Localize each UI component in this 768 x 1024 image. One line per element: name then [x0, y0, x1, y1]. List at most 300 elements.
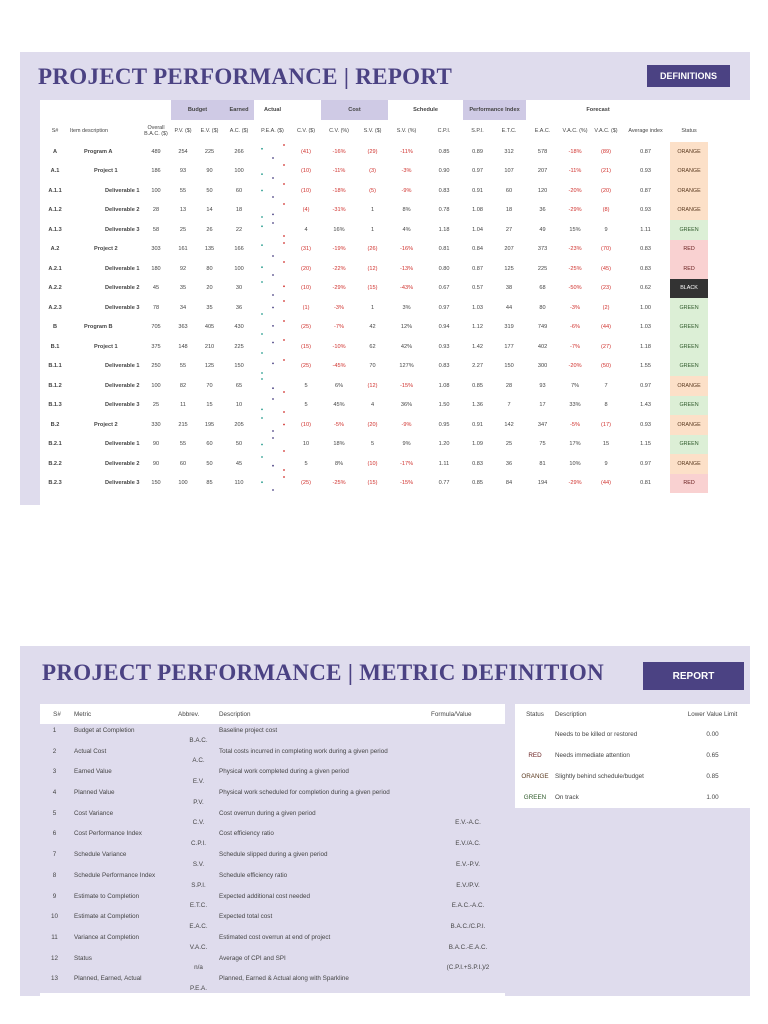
metric-description: Planned, Earned & Actual along with Sparkline — [219, 972, 431, 993]
table-row — [40, 162, 730, 182]
cell-ac: 36 — [235, 304, 243, 311]
spark-point-actual — [283, 476, 285, 478]
group-forecast: Forecast — [586, 107, 610, 113]
spark-point-earned — [272, 437, 274, 439]
cell-bac: 375 — [151, 343, 161, 350]
metric-name: Status — [74, 952, 178, 973]
table-row — [40, 396, 730, 416]
row-description: Deliverable 1 — [105, 363, 140, 370]
cell-vacp: -29% — [568, 480, 582, 487]
report-panel — [20, 52, 750, 505]
status-badge: GREEN — [670, 337, 708, 357]
status-badge: GREEN — [670, 220, 708, 240]
cell-cvp: -18% — [332, 187, 346, 194]
metric-sno: 3 — [40, 765, 74, 786]
cell-ev: 85 — [206, 480, 213, 487]
cell-eac: 49 — [539, 226, 546, 233]
metric-sno: 8 — [40, 869, 74, 890]
cell-etc: 18 — [505, 207, 513, 214]
row-description: Deliverable 2 — [105, 207, 140, 214]
cell-vacp: 17% — [569, 441, 581, 448]
cell-cpi: 1.50 — [438, 402, 450, 409]
column-header: S.V. (%) — [396, 128, 417, 134]
status-badge: GREEN — [515, 787, 555, 808]
report-button[interactable]: REPORT — [643, 662, 744, 690]
cell-vacp: -25% — [568, 265, 582, 272]
row-sno: B.2.3 — [48, 480, 62, 487]
row-sno: A.2 — [50, 246, 60, 253]
cell-bac: 25 — [152, 402, 160, 409]
cell-eac: 373 — [537, 246, 548, 253]
row-sno: B.1.2 — [48, 382, 62, 389]
group-actual: Actual — [263, 107, 282, 113]
column-header: Status — [681, 128, 697, 134]
column-header: E.V. ($) — [200, 128, 219, 134]
table-row — [40, 318, 730, 338]
metric-description: Expected total cost — [219, 910, 431, 931]
spark-point-planned — [261, 226, 263, 228]
cell-vac: 8 — [604, 402, 608, 409]
column-header: A.C. ($) — [229, 128, 249, 134]
group-cost: Cost — [321, 100, 388, 120]
status-badge: GREEN — [670, 357, 708, 377]
pea-sparkline — [254, 279, 291, 299]
spark-point-planned — [261, 313, 263, 315]
cell-sv: (20) — [367, 421, 378, 428]
cell-sv: (3) — [369, 168, 376, 175]
cell-vacp: -11% — [568, 168, 582, 175]
cell-cpi: 0.83 — [438, 187, 450, 194]
list-item — [40, 931, 505, 952]
cell-cvp: -31% — [332, 207, 346, 214]
cell-cv: (25) — [301, 363, 311, 370]
metric-sno: 6 — [40, 827, 74, 848]
cell-svp: 8% — [402, 207, 411, 214]
cell-bac: 180 — [151, 265, 161, 272]
cell-cpi: 0.67 — [438, 285, 450, 292]
cell-spi: 0.91 — [472, 187, 483, 194]
spark-point-actual — [283, 285, 285, 287]
cell-ev: 90 — [206, 168, 213, 175]
cell-bac: 100 — [151, 187, 161, 194]
cell-eac: 80 — [539, 304, 546, 311]
cell-bac: 489 — [151, 148, 161, 155]
status-badge: ORANGE — [670, 201, 708, 221]
cell-sv: 62 — [369, 343, 376, 350]
cell-vacp: -18% — [568, 148, 582, 155]
table-row — [40, 240, 730, 260]
cell-svp: -15% — [399, 480, 414, 487]
report-sheet — [40, 100, 750, 505]
column-header: V.A.C. (%) — [562, 128, 588, 134]
cell-cpi: 0.95 — [438, 421, 450, 428]
cell-bac: 705 — [151, 324, 161, 331]
row-sno: A.1.1 — [48, 187, 62, 194]
row-sno: A.1 — [50, 168, 60, 175]
metric-name: Earned Value — [74, 765, 178, 786]
cell-vac: (8) — [602, 207, 610, 214]
cell-etc: 44 — [505, 304, 513, 311]
metric-description: Schedule efficiency ratio — [219, 869, 431, 890]
metric-formula: E.A.C.-A.C. — [431, 890, 505, 911]
status-badge: ORANGE — [670, 181, 708, 201]
cell-avg: 1.11 — [640, 226, 651, 233]
cell-vacp: -50% — [568, 285, 582, 292]
cell-avg: 0.87 — [640, 187, 651, 194]
cell-cvp: 6% — [334, 382, 344, 389]
cell-cpi: 1.20 — [438, 441, 450, 448]
row-description: Project 1 — [94, 343, 118, 350]
pea-sparkline-chart — [256, 202, 290, 219]
cell-vac: (21) — [601, 168, 611, 175]
status-badge: ORANGE — [670, 376, 708, 396]
spark-point-earned — [272, 255, 274, 257]
cell-etc: 27 — [505, 226, 513, 233]
cell-pv: 55 — [179, 441, 187, 448]
group-header-row — [40, 100, 730, 120]
pea-sparkline-chart — [256, 397, 290, 414]
metric-abbrev: E.A.C. — [178, 910, 219, 931]
metric-definitions — [40, 704, 505, 996]
row-description: Project 1 — [94, 168, 118, 175]
cell-pv: 254 — [178, 148, 188, 155]
row-sno: B.2.1 — [48, 441, 62, 448]
cell-avg: 1.15 — [640, 441, 651, 448]
cell-pv: 35 — [179, 285, 187, 292]
cell-ac: 100 — [234, 265, 244, 272]
pea-sparkline-chart — [256, 241, 290, 258]
status-badge: RED — [515, 745, 555, 766]
cell-eac: 347 — [537, 421, 548, 428]
cell-ev: 14 — [206, 207, 213, 214]
cell-avg: 0.93 — [640, 207, 651, 214]
metric-name: Planned Value — [74, 786, 178, 807]
cell-ac: 430 — [234, 324, 244, 331]
pea-sparkline-chart — [256, 436, 290, 453]
cell-ev: 50 — [206, 187, 213, 194]
cell-cvp: 18% — [333, 441, 345, 448]
cell-svp: -11% — [400, 148, 413, 155]
spark-point-planned — [261, 443, 263, 445]
spark-point-actual — [283, 424, 285, 426]
metric-sno: 4 — [40, 786, 74, 807]
cell-bac: 150 — [151, 480, 161, 487]
cell-cv: (25) — [301, 324, 311, 331]
metric-sno: 7 — [40, 848, 74, 869]
spark-point-earned — [272, 465, 274, 467]
cell-ac: 150 — [234, 363, 244, 370]
status-lower-limit: 0.85 — [675, 766, 750, 787]
cell-eac: 749 — [537, 324, 548, 331]
cell-avg: 0.93 — [640, 421, 651, 428]
table-row — [40, 220, 730, 240]
cell-svp: 9% — [402, 441, 411, 448]
cell-ac: 30 — [235, 285, 243, 292]
cell-pv: 55 — [179, 187, 187, 194]
list-item — [40, 786, 505, 807]
metric-table — [40, 704, 505, 993]
cell-ev: 225 — [204, 148, 215, 155]
definitions-button[interactable]: DEFINITIONS — [647, 65, 730, 87]
metric-sno: 11 — [40, 931, 74, 952]
cell-sv: 1 — [370, 207, 375, 214]
row-description: Program B — [84, 324, 113, 331]
cell-vacp: 7% — [570, 382, 580, 389]
spark-point-planned — [261, 372, 263, 374]
pea-sparkline-chart — [256, 358, 290, 375]
spark-point-planned — [261, 148, 263, 150]
spark-point-actual — [283, 469, 285, 471]
pea-sparkline-chart — [256, 338, 290, 355]
cell-pv: 148 — [178, 343, 188, 350]
cell-cpi: 0.85 — [438, 148, 450, 155]
status-table — [515, 704, 750, 808]
cell-ev: 20 — [206, 285, 213, 292]
spark-point-earned — [272, 489, 274, 491]
metric-abbrev: P.E.A. — [178, 972, 219, 993]
cell-vac: (44) — [601, 324, 611, 331]
cell-bac: 250 — [151, 363, 161, 370]
metric-formula — [431, 765, 505, 786]
cell-sv: 4 — [370, 402, 375, 409]
cell-ac: 65 — [235, 382, 243, 389]
cell-vacp: -6% — [570, 324, 580, 331]
cell-ev: 405 — [204, 324, 215, 331]
cell-cpi: 0.97 — [438, 304, 450, 311]
metric-formula — [431, 745, 505, 766]
status-body — [515, 724, 750, 808]
spark-point-planned — [261, 244, 263, 246]
pea-sparkline — [254, 318, 291, 338]
metric-abbrev: V.A.C. — [178, 931, 219, 952]
cell-spi: 0.97 — [472, 168, 483, 175]
pea-sparkline — [254, 142, 291, 162]
spark-point-actual — [283, 203, 285, 205]
row-sno: B.1.1 — [48, 363, 62, 370]
cell-cv: (25) — [301, 480, 311, 487]
list-item — [40, 765, 505, 786]
cell-cv: (41) — [301, 148, 311, 155]
cell-sv: (26) — [367, 246, 378, 253]
row-description: Deliverable 3 — [105, 402, 140, 409]
row-sno: B.2.2 — [48, 460, 62, 467]
cell-vac: (50) — [601, 363, 611, 370]
table-row — [40, 279, 730, 299]
pea-sparkline-chart — [256, 377, 290, 394]
cell-cv: 5 — [304, 460, 308, 467]
spark-point-planned — [261, 173, 263, 175]
cell-vacp: -20% — [568, 363, 582, 370]
cell-bac: 78 — [152, 304, 160, 311]
cell-avg: 0.62 — [640, 285, 651, 292]
status-badge: RED — [670, 474, 708, 494]
pea-sparkline — [254, 259, 291, 279]
list-item — [40, 724, 505, 745]
cell-avg: 0.97 — [640, 382, 651, 389]
metric-description: Physical work scheduled for completion during a given period — [219, 786, 431, 807]
cell-ac: 225 — [234, 343, 244, 350]
list-item — [40, 827, 505, 848]
cell-pv: 100 — [178, 480, 188, 487]
pea-sparkline — [254, 396, 291, 416]
cell-bac: 45 — [152, 285, 160, 292]
spark-point-actual — [283, 164, 285, 166]
pea-sparkline-chart — [256, 221, 290, 238]
status-badge: GREEN — [670, 318, 708, 338]
column-header: C.V. (%) — [329, 128, 349, 134]
list-item — [40, 848, 505, 869]
cell-etc: 150 — [504, 363, 514, 370]
column-header: Item description — [70, 128, 109, 134]
cell-cv: (10) — [301, 285, 311, 292]
spark-point-planned — [261, 281, 263, 283]
cell-vac: 9 — [604, 226, 608, 233]
cell-ev: 210 — [204, 343, 215, 350]
cell-vac: 9 — [604, 460, 608, 467]
table-row — [40, 298, 730, 318]
column-header: C.P.I. — [437, 128, 451, 134]
cell-sv: (5) — [369, 187, 376, 194]
pea-sparkline — [254, 201, 291, 221]
metric-abbrev: E.V. — [178, 765, 219, 786]
spark-point-actual — [283, 391, 285, 393]
cell-etc: 312 — [504, 148, 514, 155]
cell-avg: 0.87 — [640, 148, 651, 155]
cell-cvp: -22% — [332, 265, 346, 272]
cell-sv: (15) — [367, 480, 378, 487]
cell-spi: 1.12 — [472, 324, 483, 331]
cell-cv: (1) — [302, 304, 310, 311]
column-header: C.V. ($) — [296, 128, 316, 134]
metric-name: Estimate to Completion — [74, 890, 178, 911]
cell-bac: 330 — [151, 421, 161, 428]
status-badge: ORANGE — [670, 454, 708, 474]
metric-name: Schedule Variance — [74, 848, 178, 869]
cell-spi: 1.08 — [472, 207, 483, 214]
status-header-row — [515, 704, 750, 724]
metric-col-abbrev: Abbrev. — [178, 704, 219, 724]
spark-point-earned — [272, 196, 274, 198]
cell-svp: 42% — [400, 343, 413, 350]
cell-cpi: 1.11 — [438, 460, 450, 467]
cell-spi: 0.84 — [472, 246, 483, 253]
cell-svp: 36% — [400, 402, 413, 409]
metric-formula: E.V.-A.C. — [431, 807, 505, 828]
cell-cvp: -25% — [332, 480, 346, 487]
cell-eac: 402 — [537, 343, 548, 350]
group-performance-index: Performance Index — [463, 100, 526, 120]
cell-cvp: 16% — [333, 226, 345, 233]
metric-description: Schedule slipped during a given period — [219, 848, 431, 869]
cell-sv: 70 — [369, 363, 376, 370]
list-item — [40, 807, 505, 828]
cell-ac: 60 — [235, 187, 243, 194]
row-description: Deliverable 2 — [105, 460, 140, 467]
cell-vac: (45) — [601, 265, 611, 272]
row-sno: A.2.3 — [48, 304, 62, 311]
cell-eac: 93 — [539, 382, 546, 389]
spark-point-planned — [261, 481, 263, 483]
list-item — [40, 869, 505, 890]
cell-pv: 55 — [179, 363, 187, 370]
cell-vac: (44) — [601, 480, 611, 487]
row-description: Project 2 — [94, 246, 118, 253]
cell-vac: 7 — [604, 382, 608, 389]
cell-spi: 0.91 — [472, 421, 483, 428]
cell-vacp: 33% — [569, 402, 581, 409]
cell-eac: 75 — [539, 441, 546, 448]
status-badge: ORANGE — [515, 766, 555, 787]
cell-cv: 5 — [304, 382, 308, 389]
pea-sparkline — [254, 474, 291, 494]
status-legend-row — [515, 787, 750, 808]
row-description: Deliverable 2 — [105, 382, 140, 389]
cell-bac: 58 — [152, 226, 160, 233]
row-sno: A — [52, 148, 58, 155]
metric-name: Variance at Completion — [74, 931, 178, 952]
cell-cpi: 0.93 — [438, 343, 450, 350]
cell-ev: 26 — [206, 226, 213, 233]
cell-svp: -15% — [399, 382, 414, 389]
cell-cvp: -45% — [332, 363, 346, 370]
spark-point-actual — [283, 359, 285, 361]
status-col-status: Status — [515, 704, 555, 724]
cell-vac: (2) — [602, 304, 610, 311]
metric-formula: E.V.-P.V. — [431, 848, 505, 869]
column-header: E.T.C. — [501, 128, 517, 134]
cell-sv: (29) — [367, 148, 378, 155]
cell-ev: 15 — [206, 402, 213, 409]
cell-etc: 125 — [504, 265, 514, 272]
table-row — [40, 435, 730, 455]
cell-eac: 578 — [537, 148, 548, 155]
metric-abbrev: C.P.I. — [178, 827, 219, 848]
pea-sparkline — [254, 298, 291, 318]
column-header: S# — [51, 128, 59, 134]
cell-avg: 0.93 — [640, 168, 651, 175]
status-badge: RED — [670, 240, 708, 260]
spark-point-earned — [272, 177, 274, 179]
cell-avg: 1.03 — [640, 324, 651, 331]
cell-spi: 0.85 — [472, 480, 483, 487]
cell-etc: 7 — [507, 402, 511, 409]
cell-svp: -17% — [399, 460, 414, 467]
cell-avg: 0.83 — [640, 265, 651, 272]
cell-cv: (31) — [301, 246, 311, 253]
cell-avg: 0.83 — [640, 246, 651, 253]
row-sno: A.2.1 — [48, 265, 62, 272]
cell-eac: 36 — [539, 207, 546, 214]
metric-name: Cost Performance Index — [74, 827, 178, 848]
cell-etc: 177 — [504, 343, 514, 350]
column-header-row — [40, 120, 730, 142]
cell-avg: 1.18 — [640, 343, 651, 350]
metric-name: Planned, Earned, Actual — [74, 972, 178, 993]
cell-etc: 207 — [504, 246, 514, 253]
cell-etc: 25 — [505, 441, 513, 448]
cell-vac: (27) — [601, 343, 611, 350]
metric-description: Physical work completed during a given period — [219, 765, 431, 786]
metric-abbrev: P.V. — [178, 786, 219, 807]
pea-sparkline-chart — [256, 163, 290, 180]
cell-cv: (10) — [301, 187, 311, 194]
cell-ac: 50 — [235, 441, 243, 448]
pea-sparkline-chart — [256, 475, 290, 492]
cell-svp: -16% — [399, 246, 414, 253]
table-row — [40, 474, 730, 494]
cell-vacp: -23% — [568, 246, 582, 253]
table-row — [40, 337, 730, 357]
